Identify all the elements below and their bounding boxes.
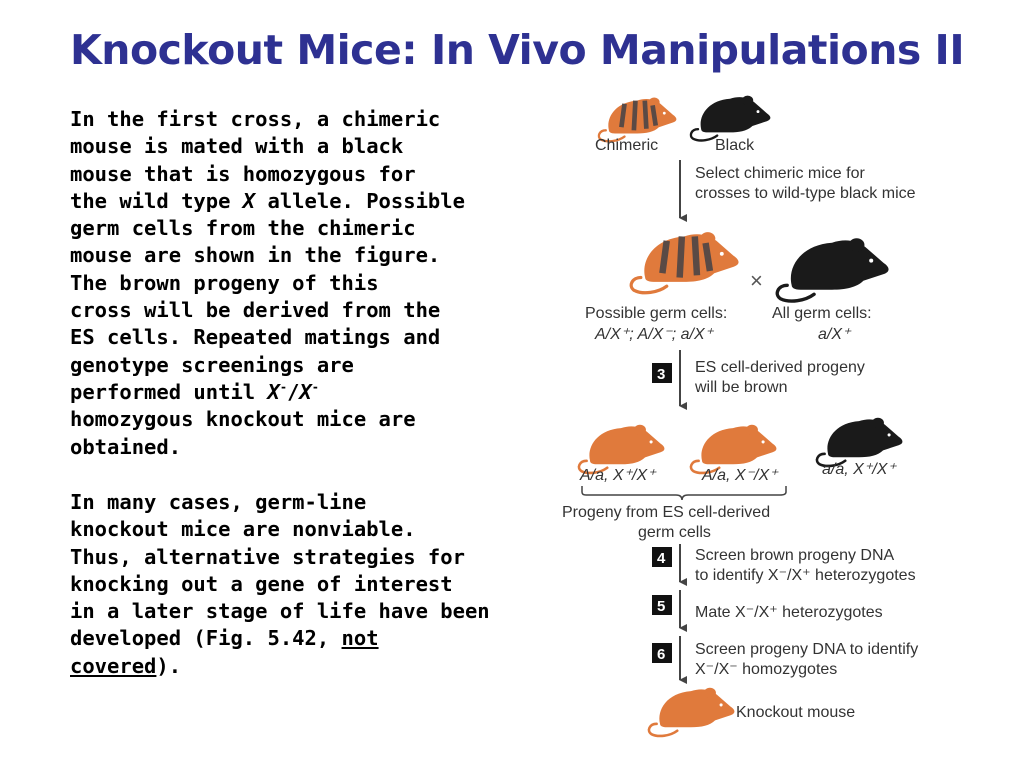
knockout-label: Knockout mouse (736, 704, 856, 721)
text-line (70, 188, 550, 215)
step6-line2: X⁻/X⁻ homozygotes (695, 661, 838, 678)
text-fragment: developed (Fig. 5.42, (70, 626, 342, 651)
all-germ-genotype: a/X⁺ (818, 326, 851, 343)
black-label: Black (715, 137, 755, 154)
step-6-number: 6 (657, 646, 666, 663)
not-covered-link[interactable]: covered (70, 653, 157, 678)
progeny-mouse-3 (817, 418, 902, 466)
progeny2-genotype: A/a, X⁻/X⁺ (702, 467, 778, 484)
not-covered-link[interactable]: not (341, 626, 379, 651)
step4-line2: to identify X⁻/X⁺ heterozygotes (695, 567, 916, 584)
text-line: Thus, alternative strategies for (70, 544, 465, 569)
text-line: in a later stage of life have been (70, 599, 490, 624)
step-5-number: 5 (657, 598, 666, 615)
text-fragment: ). (156, 653, 182, 678)
black-mouse-large (777, 238, 888, 301)
knockout-mouse-diagram (550, 88, 1024, 768)
knockout-mouse (649, 688, 734, 736)
text-line: In the first cross, a chimeric (70, 107, 441, 131)
progeny-line1: Progeny from ES cell-derived (562, 504, 771, 521)
allele-x: X (299, 379, 312, 404)
text-line: ES cells. Repeated matings and (70, 325, 441, 350)
step3-line1: ES cell-derived progeny (695, 359, 865, 376)
text-line: mouse are shown in the figure. (70, 243, 441, 268)
possible-germ-label: Possible germ cells: (585, 305, 728, 322)
chimeric-mouse (599, 98, 677, 142)
text-line: In many cases, germ-line (70, 490, 367, 514)
step6-line1: Screen progeny DNA to identify (695, 641, 919, 658)
progeny-brace (582, 486, 786, 500)
text-line: knockout mice are nonviable. (70, 517, 416, 542)
allele-x: X (242, 188, 256, 213)
text-line: The brown progeny of this (70, 270, 379, 295)
progeny1-genotype: A/a, X⁺/X⁺ (580, 467, 656, 484)
text-line: germ cells from the chimeric (70, 216, 416, 241)
paragraph-first-cross (70, 106, 550, 461)
step-select-line1: Select chimeric mice for (695, 165, 865, 182)
step-select-line2: crosses to wild-type black mice (695, 185, 916, 202)
superscript-minus: - (279, 380, 288, 395)
text-line: genotype screenings are (70, 352, 354, 377)
text-line: mouse is mated with a black (70, 134, 404, 159)
text-line: knocking out a gene of interest (70, 571, 453, 596)
chimeric-label: Chimeric (595, 137, 659, 154)
text-line (70, 625, 550, 652)
paragraph-alternative-strategies (70, 489, 550, 680)
slash: / (287, 379, 300, 404)
progeny-line2: germ cells (638, 524, 711, 541)
slide-title: Knockout Mice: In Vivo Manipulations II (70, 26, 965, 74)
progeny-mouse-1 (579, 425, 664, 473)
text-fragment: the wild type (70, 188, 243, 213)
text-line (70, 653, 550, 680)
step5-line1: Mate X⁻/X⁺ heterozygotes (695, 604, 883, 621)
text-line: homozygous knockout mice are (70, 407, 416, 432)
text-line (70, 379, 550, 406)
superscript-minus: - (311, 380, 319, 395)
text-line: cross will be derived from the (70, 298, 441, 323)
step-4-number: 4 (657, 550, 666, 567)
text-fragment: performed until (70, 379, 268, 404)
all-germ-label: All germ cells: (772, 305, 872, 322)
progeny-mouse-2 (691, 425, 776, 473)
step-3-number: 3 (657, 366, 666, 383)
chimeric-mouse-large (631, 232, 738, 293)
possible-germ-genotypes: A/X⁺; A/X⁻; a/X⁺ (595, 326, 714, 343)
step4-line1: Screen brown progeny DNA (695, 547, 895, 564)
black-mouse (691, 96, 771, 141)
step3-line2: will be brown (695, 379, 788, 396)
cross-symbol: × (750, 268, 763, 293)
text-fragment: allele. Possible (255, 188, 465, 213)
allele-x: X (267, 379, 280, 404)
text-line: obtained. (70, 434, 182, 459)
text-line: mouse that is homozygous for (70, 161, 416, 186)
progeny3-genotype: a/a, X⁺/X⁺ (822, 461, 896, 478)
